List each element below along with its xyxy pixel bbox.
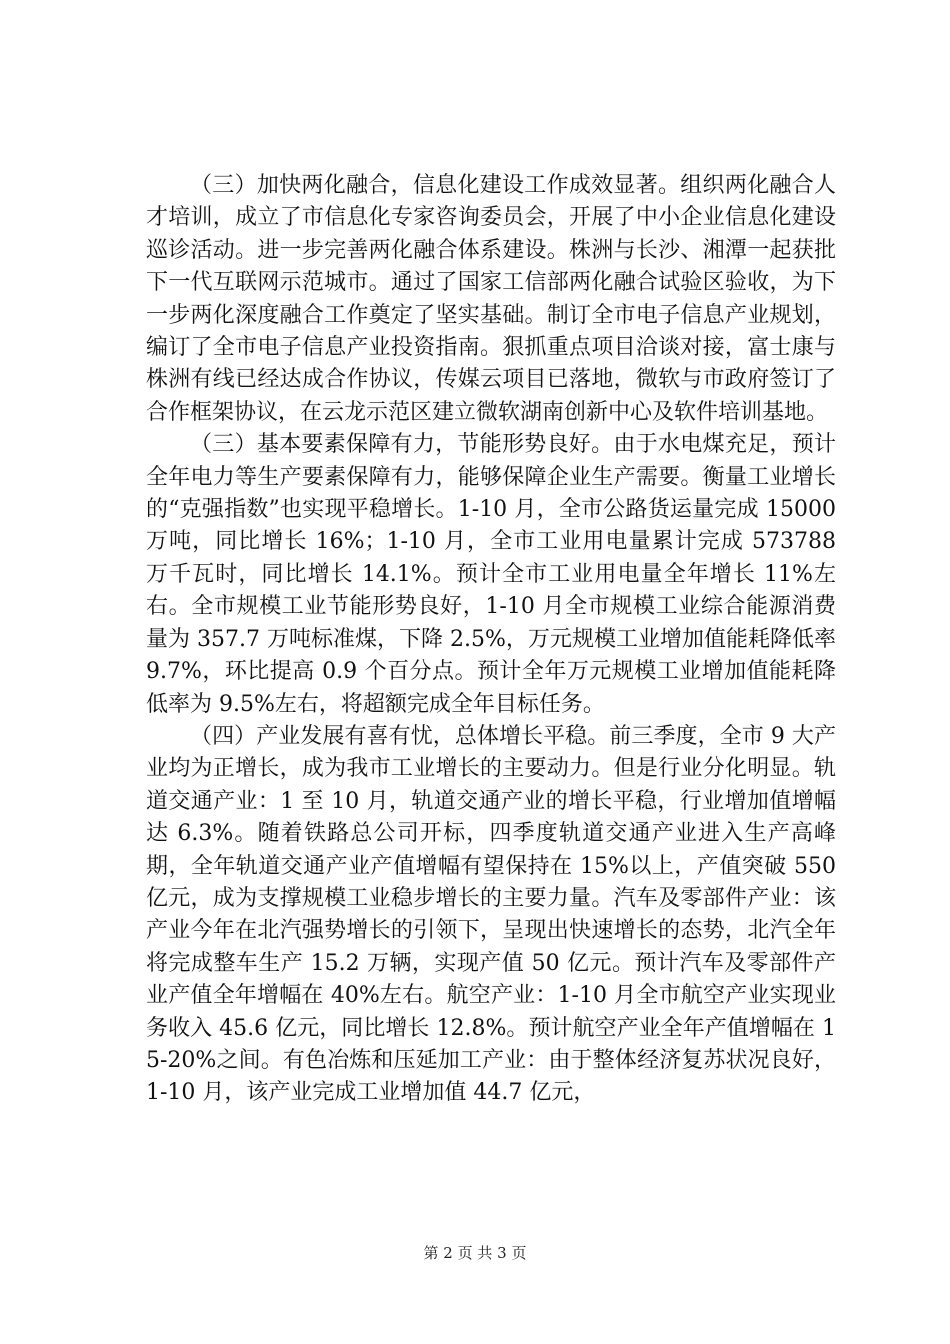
document-body xyxy=(146,170,836,1110)
paragraph-industry-development: （四）产业发展有喜有忧，总体增长平稳。前三季度，全市 9 大产业均为正增长，成为我市工业增长的主要动力。但是行业分化明显。轨道交通产业：1 至 10 月，轨道交通产业的增长平稳，行业增加值增幅达 6.3%。随着铁路总公司开标，四季度轨道交通产业进入生产高峰期，全年轨道交通产业产值增幅有望保持在 15%以上，产值突破 550 亿元，成为支撑规模工业稳步增长的主要力量。汽车及零部件产业：该产业今年在北汽强势增长的引领下，呈现出快速增长的态势，北汽全年将完成整车生产 15.2 万辆，实现产值 50 亿元。预计汽车及零部件产业产值全年增幅在 40%左右。航空产业：1-10 月全市航空产业实现业务收入 45.6 亿元，同比增长 12.8%。预计航空产业全年产值增幅在 15-20%之间。有色冶炼和压延加工产业：由于整体经济复苏状况良好，1-10 月，该产业完成工业增加值 44.7 亿元， xyxy=(146,723,836,1106)
paragraph-resource-security: （三）基本要素保障有力，节能形势良好。由于水电煤充足，预计全年电力等生产要素保障有力，能够保障企业生产需要。衡量工业增长的“克强指数”也实现平稳增长。1-10 月，全市公路货运量完成 15000 万吨，同比增长 16%；1-10 月，全市工业用电量累计完成 573788 万千瓦时，同比增长 14.1%。预计全市工业用电量全年增长 11%左右。全市规模工业节能形势良好，1-10 月全市规模工业综合能源消费量为 357.7 万吨标准煤，下降 2.5%，万元规模工业增加值能耗降低率 9.7%，环比提高 0.9 个百分点。预计全年万元规模工业增加值能耗降低率为 9.5%左右，将超额完成全年目标任务。 xyxy=(146,432,836,717)
paragraph-informatization: （三）加快两化融合，信息化建设工作成效显著。组织两化融合人才培训，成立了市信息化专家咨询委员会，开展了中小企业信息化建设巡诊活动。进一步完善两化融合体系建设。株洲与长沙、湘潭一起获批下一代互联网示范城市。通过了国家工信部两化融合试验区验收，为下一步两化深度融合工作奠定了坚实基础。制订全市电子信息产业规划，编订了全市电子信息产业投资指南。狠抓重点项目洽谈对接，富士康与株洲有线已经达成合作协议，传媒云项目已落地，微软与市政府签订了合作框架协议，在云龙示范区建立微软湖南创新中心及软件培训基地。 xyxy=(146,173,836,425)
page-footer: 第 2 页 共 3 页 xyxy=(423,1244,527,1262)
